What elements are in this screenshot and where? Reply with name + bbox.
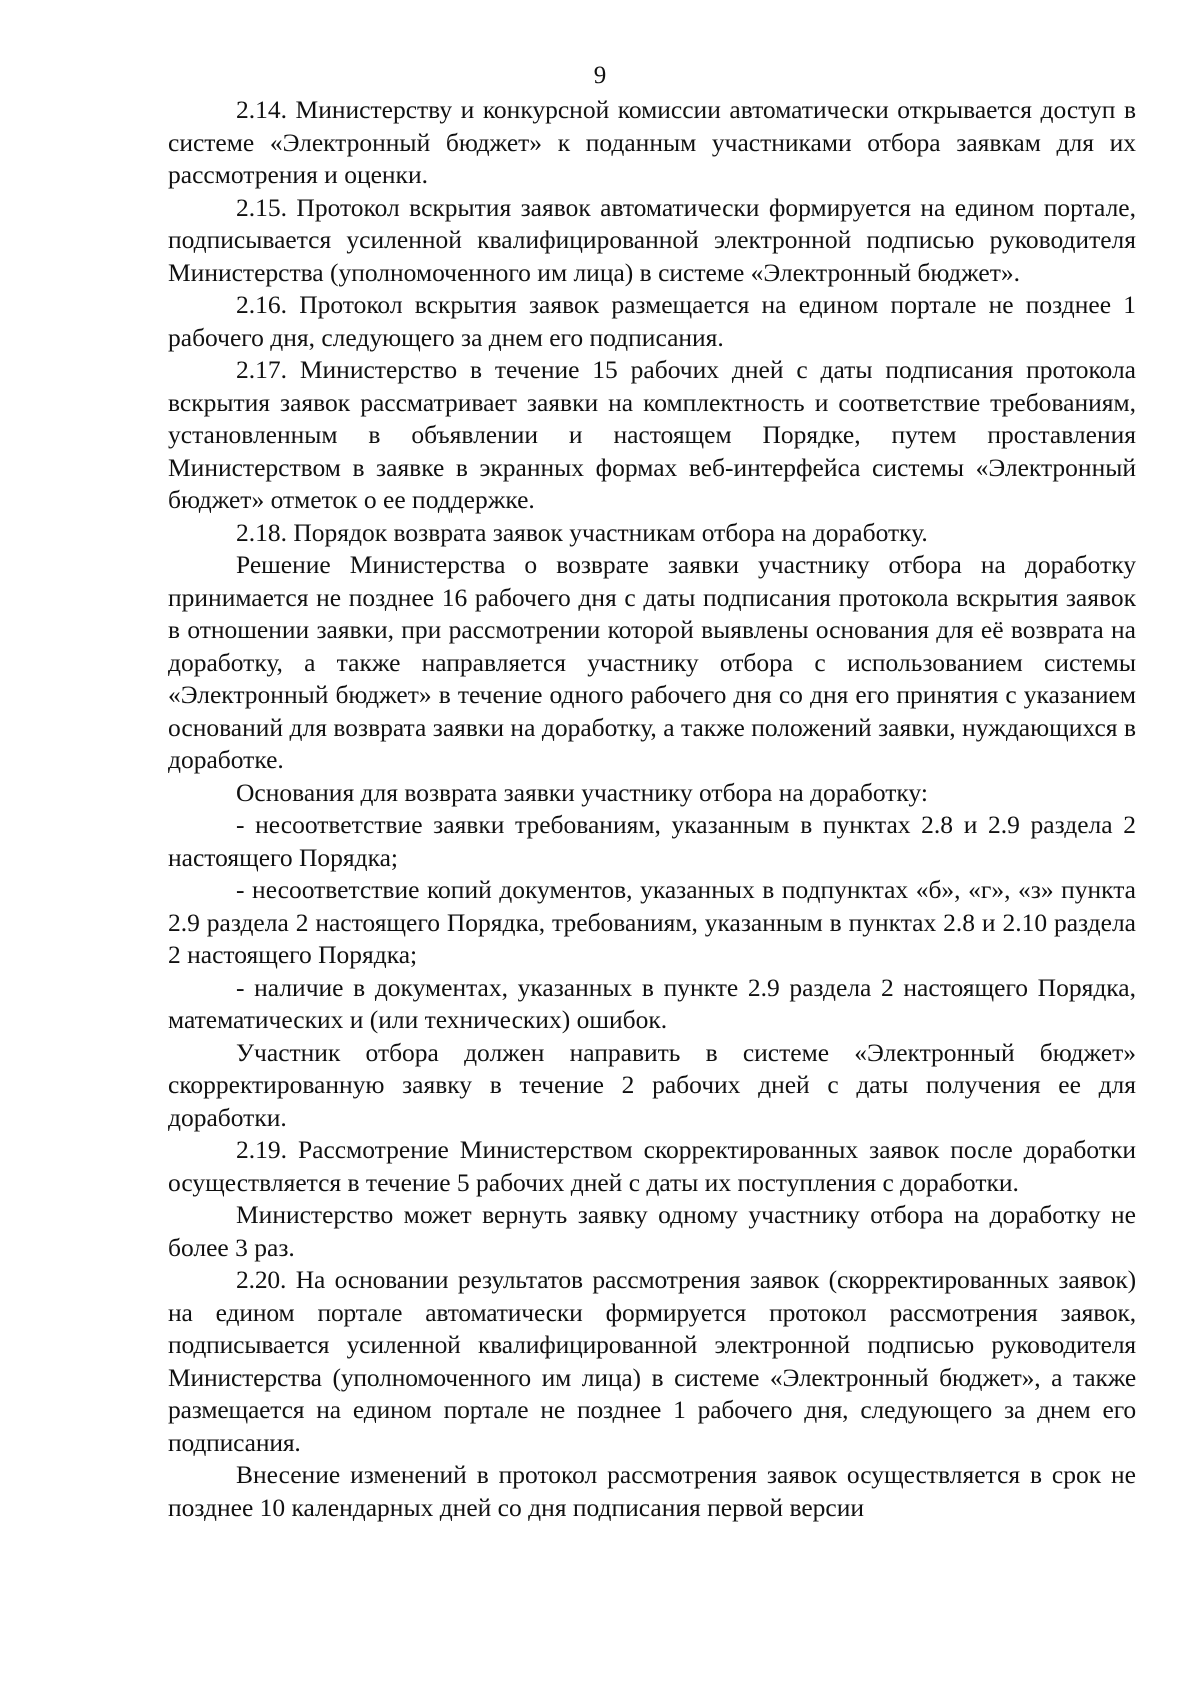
paragraph-2-14: 2.14. Министерству и конкурсной комиссии автоматически открывается доступ в системе «Электронный бюджет» к поданным участниками отбора заявкам для их рассмотрения и оценки.	[168, 95, 1136, 189]
document-body	[168, 94, 1136, 1524]
paragraph-2-18: 2.18. Порядок возврата заявок участникам отбора на доработку.	[236, 517, 928, 547]
paragraph-return-limit: Министерство может вернуть заявку одному участнику отбора на доработку не более 3 раз.	[168, 1200, 1136, 1262]
paragraph-2-17: 2.17. Министерство в течение 15 рабочих дней с даты подписания протокола вскрытия заявок рассматривает заявки на комплектность и соответствие требованиям, установленным в объявлении и настоящем Порядке, путем проставления Министерством в заявке в экранных формах веб-интерфейса системы «Электронный бюджет» отметок о ее поддержке.	[168, 355, 1136, 514]
paragraph-return-decision: Решение Министерства о возврате заявки участнику отбора на доработку принимается не позднее 16 рабочего дня с даты подписания протокола вскрытия заявок в отношении заявки, при рассмотрении которой выявлены основания для её возврата на доработку, а также направляется участнику отбора с использованием системы «Электронный бюджет» в течение одного рабочего дня со дня его принятия с указанием оснований для возврата заявки на доработку, а также положений заявки, нуждающихся в доработке.	[168, 550, 1136, 774]
paragraph-2-19: 2.19. Рассмотрение Министерством скорректированных заявок после доработки осуществляется в течение 5 рабочих дней с даты их поступления с доработки.	[168, 1135, 1136, 1197]
paragraph-protocol-changes: Внесение изменений в протокол рассмотрения заявок осуществляется в срок не позднее 10 календарных дней со дня подписания первой версии	[168, 1460, 1136, 1522]
list-item-ground-2: - несоответствие копий документов, указанных в подпунктах «б», «г», «з» пункта 2.9 раздела 2 настоящего Порядка, требованиям, указанным в пунктах 2.8 и 2.10 раздела 2 настоящего Порядка;	[168, 875, 1136, 969]
paragraph-2-20: 2.20. На основании результатов рассмотрения заявок (скорректированных заявок) на едином портале автоматически формируется протокол рассмотрения заявок, подписывается усиленной квалифицированной электронной подписью руководителя Министерства (уполномоченного им лица) в системе «Электронный бюджет», а также размещается на едином портале не позднее 1 рабочего дня, следующего за днем его подписания.	[168, 1265, 1136, 1457]
paragraph-participant-resubmission: Участник отбора должен направить в системе «Электронный бюджет» скорректированную заявку в течение 2 рабочих дней с даты получения ее для доработки.	[168, 1037, 1136, 1132]
page-number: 9	[593, 62, 607, 89]
paragraph-2-15: 2.15. Протокол вскрытия заявок автоматически формируется на едином портале, подписывается усиленной квалифицированной электронной подписью руководителя Министерства (уполномоченного им лица) в системе «Электронный бюджет».	[168, 192, 1136, 287]
list-item-ground-1: - несоответствие заявки требованиям, указанным в пунктах 2.8 и 2.9 раздела 2 настоящего Порядка;	[168, 810, 1136, 872]
paragraph-return-grounds-heading: Основания для возврата заявки участнику отбора на доработку:	[236, 777, 928, 807]
paragraph-2-16: 2.16. Протокол вскрытия заявок размещается на едином портале не позднее 1 рабочего дня, следующего за днем его подписания.	[168, 290, 1136, 352]
list-item-ground-3: - наличие в документах, указанных в пункте 2.9 раздела 2 настоящего Порядка, математических и (или технических) ошибок.	[168, 972, 1136, 1034]
